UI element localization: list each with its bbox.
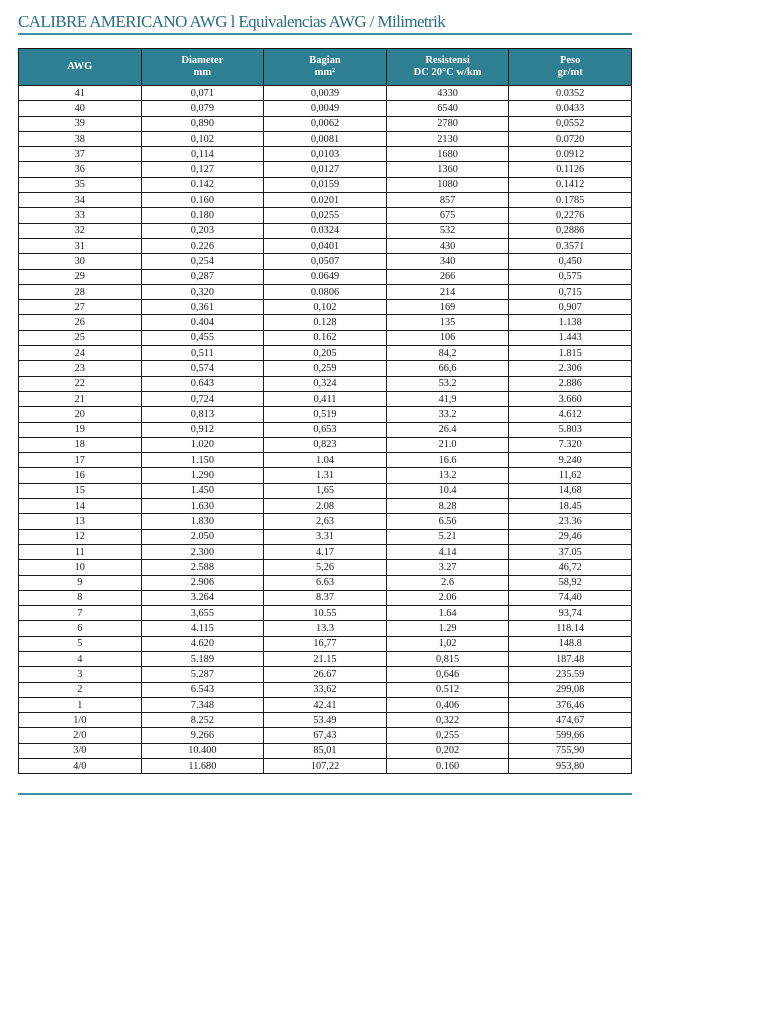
bagian-cell: 0,324	[264, 376, 387, 391]
table-row	[19, 254, 632, 269]
diameter-cell: 6.543	[141, 682, 264, 697]
bagian-cell: 5,26	[264, 560, 387, 575]
peso-cell: 0.1412	[509, 177, 632, 192]
peso-cell: 37.05	[509, 544, 632, 559]
peso-cell: 599,66	[509, 728, 632, 743]
table-row	[19, 284, 632, 299]
bagian-cell: 0,0103	[264, 147, 387, 162]
header-peso: Peso gr/mt	[509, 49, 632, 86]
diameter-cell: 10.400	[141, 743, 264, 758]
awg-cell: 21	[19, 391, 142, 406]
bagian-cell: 3.31	[264, 529, 387, 544]
awg-cell: 40	[19, 101, 142, 116]
table-row	[19, 636, 632, 651]
table-row	[19, 315, 632, 330]
bagian-cell: 53.49	[264, 713, 387, 728]
bagian-cell: 33,62	[264, 682, 387, 697]
bagian-cell: 42.41	[264, 697, 387, 712]
bagian-cell: 0.0649	[264, 269, 387, 284]
awg-cell: 4	[19, 651, 142, 666]
peso-cell: 3.660	[509, 391, 632, 406]
header-diameter: Diameter mm	[141, 49, 264, 86]
resistensi-cell: 2.6	[386, 575, 509, 590]
table-row	[19, 590, 632, 605]
diameter-cell: 0,511	[141, 346, 264, 361]
diameter-cell: 1.630	[141, 499, 264, 514]
awg-cell: 39	[19, 116, 142, 131]
peso-cell: 2.306	[509, 361, 632, 376]
bagian-cell: 67,43	[264, 728, 387, 743]
bagian-cell: 1,65	[264, 483, 387, 498]
bagian-cell: 0.162	[264, 330, 387, 345]
resistensi-cell: 21.0	[386, 437, 509, 452]
diameter-cell: 0.180	[141, 208, 264, 223]
diameter-cell: 0.643	[141, 376, 264, 391]
peso-cell: 474,67	[509, 713, 632, 728]
resistensi-cell: 8.28	[386, 499, 509, 514]
resistensi-cell: 857	[386, 193, 509, 208]
awg-cell: 9	[19, 575, 142, 590]
diameter-cell: 7.348	[141, 697, 264, 712]
resistensi-cell: 1360	[386, 162, 509, 177]
peso-cell: 0,907	[509, 300, 632, 315]
diameter-cell: 0,320	[141, 284, 264, 299]
diameter-cell: 0,102	[141, 131, 264, 146]
table-row	[19, 208, 632, 223]
resistensi-cell: 6.56	[386, 514, 509, 529]
bagian-cell: 13.3	[264, 621, 387, 636]
header-bagian: Bagian mm²	[264, 49, 387, 86]
awg-cell: 23	[19, 361, 142, 376]
bagian-cell: 0,0039	[264, 86, 387, 101]
diameter-cell: 2.588	[141, 560, 264, 575]
table-row	[19, 468, 632, 483]
peso-cell: 0.0433	[509, 101, 632, 116]
peso-cell: 0.3571	[509, 238, 632, 253]
awg-cell: 1/0	[19, 713, 142, 728]
resistensi-cell: 1680	[386, 147, 509, 162]
diameter-cell: 1.830	[141, 514, 264, 529]
header-awg: AWG	[19, 49, 142, 86]
peso-cell: 29,46	[509, 529, 632, 544]
resistensi-cell: 1,02	[386, 636, 509, 651]
diameter-cell: 1.450	[141, 483, 264, 498]
resistensi-cell: 1.29	[386, 621, 509, 636]
resistensi-cell: 106	[386, 330, 509, 345]
awg-equivalence-table	[18, 48, 632, 774]
diameter-cell: 1.020	[141, 437, 264, 452]
table-row	[19, 223, 632, 238]
bagian-cell: 0,411	[264, 391, 387, 406]
diameter-cell: 1.150	[141, 453, 264, 468]
resistensi-cell: 1.64	[386, 606, 509, 621]
resistensi-cell: 430	[386, 238, 509, 253]
peso-cell: 74,40	[509, 590, 632, 605]
peso-cell: 235.59	[509, 667, 632, 682]
awg-cell: 16	[19, 468, 142, 483]
bagian-cell: 0,0159	[264, 177, 387, 192]
peso-cell: 46,72	[509, 560, 632, 575]
diameter-cell: 1.290	[141, 468, 264, 483]
table-row	[19, 330, 632, 345]
resistensi-cell: 16.6	[386, 453, 509, 468]
peso-cell: 1.443	[509, 330, 632, 345]
diameter-cell: 0.160	[141, 193, 264, 208]
awg-cell: 2/0	[19, 728, 142, 743]
peso-cell: 14,68	[509, 483, 632, 498]
peso-cell: 7.320	[509, 437, 632, 452]
peso-cell: 0.1126	[509, 162, 632, 177]
table-row	[19, 529, 632, 544]
resistensi-cell: 0,646	[386, 667, 509, 682]
awg-cell: 19	[19, 422, 142, 437]
bagian-cell: 26.67	[264, 667, 387, 682]
awg-cell: 4/0	[19, 759, 142, 774]
peso-cell: 755,90	[509, 743, 632, 758]
table-row	[19, 407, 632, 422]
bagian-cell: 0,0062	[264, 116, 387, 131]
table-row	[19, 560, 632, 575]
bagian-cell: 0,0507	[264, 254, 387, 269]
resistensi-cell: 41,9	[386, 391, 509, 406]
awg-cell: 13	[19, 514, 142, 529]
awg-cell: 25	[19, 330, 142, 345]
awg-cell: 22	[19, 376, 142, 391]
diameter-cell: 0,361	[141, 300, 264, 315]
diameter-cell: 3,655	[141, 606, 264, 621]
awg-cell: 3	[19, 667, 142, 682]
table-row	[19, 391, 632, 406]
resistensi-cell: 10.4	[386, 483, 509, 498]
awg-cell: 7	[19, 606, 142, 621]
table-row	[19, 437, 632, 452]
bagian-cell: 0.128	[264, 315, 387, 330]
bagian-cell: 0,259	[264, 361, 387, 376]
awg-cell: 14	[19, 499, 142, 514]
bagian-cell: 107,22	[264, 759, 387, 774]
bagian-cell: 0,0127	[264, 162, 387, 177]
diameter-cell: 0.226	[141, 238, 264, 253]
peso-cell: 18.45	[509, 499, 632, 514]
peso-cell: 187.48	[509, 651, 632, 666]
awg-cell: 33	[19, 208, 142, 223]
page-title: CALIBRE AMERICANO AWG l Equivalencias AWG / Milimetrik	[18, 12, 446, 31]
table-row	[19, 667, 632, 682]
table-row	[19, 743, 632, 758]
bagian-cell: 6.63	[264, 575, 387, 590]
bagian-cell: 0,823	[264, 437, 387, 452]
table-row	[19, 101, 632, 116]
awg-cell: 38	[19, 131, 142, 146]
resistensi-cell: 0,406	[386, 697, 509, 712]
diameter-cell: 0.142	[141, 177, 264, 192]
resistensi-cell: 169	[386, 300, 509, 315]
diameter-cell: 5.287	[141, 667, 264, 682]
diameter-cell: 2.300	[141, 544, 264, 559]
peso-cell: 0,0552	[509, 116, 632, 131]
diameter-cell: 3.264	[141, 590, 264, 605]
table-row	[19, 514, 632, 529]
diameter-cell: 0,455	[141, 330, 264, 345]
table-row	[19, 575, 632, 590]
awg-cell: 1	[19, 697, 142, 712]
table-row	[19, 606, 632, 621]
resistensi-cell: 26.4	[386, 422, 509, 437]
table-row	[19, 193, 632, 208]
diameter-cell: 2.050	[141, 529, 264, 544]
diameter-cell: 5.189	[141, 651, 264, 666]
resistensi-cell: 2.06	[386, 590, 509, 605]
resistensi-cell: 266	[386, 269, 509, 284]
resistensi-cell: 4.14	[386, 544, 509, 559]
bagian-cell: 1.31	[264, 468, 387, 483]
table-row	[19, 238, 632, 253]
awg-cell: 24	[19, 346, 142, 361]
table-row	[19, 376, 632, 391]
diameter-cell: 0,079	[141, 101, 264, 116]
bagian-cell: 10.55	[264, 606, 387, 621]
table-row	[19, 759, 632, 774]
table-row	[19, 422, 632, 437]
table-row	[19, 269, 632, 284]
header-resistensi: Resistensi DC 20°C w/km	[386, 49, 509, 86]
diameter-cell: 0.404	[141, 315, 264, 330]
resistensi-cell: 2780	[386, 116, 509, 131]
bottom-divider	[18, 793, 632, 795]
peso-cell: 0,2886	[509, 223, 632, 238]
diameter-cell: 0,287	[141, 269, 264, 284]
diameter-cell: 4.115	[141, 621, 264, 636]
peso-cell: 0.1785	[509, 193, 632, 208]
resistensi-cell: 135	[386, 315, 509, 330]
table-row	[19, 147, 632, 162]
peso-cell: 11,62	[509, 468, 632, 483]
diameter-cell: 0,813	[141, 407, 264, 422]
bagian-cell: 0,205	[264, 346, 387, 361]
diameter-cell: 0,912	[141, 422, 264, 437]
peso-cell: 118.14	[509, 621, 632, 636]
resistensi-cell: 33.2	[386, 407, 509, 422]
awg-cell: 8	[19, 590, 142, 605]
resistensi-cell: 13.2	[386, 468, 509, 483]
resistensi-cell: 675	[386, 208, 509, 223]
diameter-cell: 4.620	[141, 636, 264, 651]
resistensi-cell: 0.512	[386, 682, 509, 697]
resistensi-cell: 0,815	[386, 651, 509, 666]
table-row	[19, 544, 632, 559]
diameter-cell: 8.252	[141, 713, 264, 728]
table-row	[19, 361, 632, 376]
table-row	[19, 728, 632, 743]
awg-cell: 6	[19, 621, 142, 636]
awg-cell: 17	[19, 453, 142, 468]
resistensi-cell: 0.160	[386, 759, 509, 774]
peso-cell: 58,92	[509, 575, 632, 590]
peso-cell: 0.0912	[509, 147, 632, 162]
bagian-cell: 16,77	[264, 636, 387, 651]
bagian-cell: 0,0049	[264, 101, 387, 116]
peso-cell: 148.8	[509, 636, 632, 651]
table-row	[19, 131, 632, 146]
awg-cell: 18	[19, 437, 142, 452]
diameter-cell: 0,127	[141, 162, 264, 177]
table-row	[19, 346, 632, 361]
diameter-cell: 0,890	[141, 116, 264, 131]
table-row	[19, 621, 632, 636]
awg-cell: 41	[19, 86, 142, 101]
awg-cell: 27	[19, 300, 142, 315]
table-row	[19, 86, 632, 101]
bagian-cell: 0,102	[264, 300, 387, 315]
peso-cell: 2.886	[509, 376, 632, 391]
resistensi-cell: 3.27	[386, 560, 509, 575]
peso-cell: 0.0352	[509, 86, 632, 101]
peso-cell: 0,2276	[509, 208, 632, 223]
resistensi-cell: 0,322	[386, 713, 509, 728]
bagian-cell: 0,0255	[264, 208, 387, 223]
peso-cell: 299,08	[509, 682, 632, 697]
bagian-cell: 0.0201	[264, 193, 387, 208]
table-row	[19, 651, 632, 666]
diameter-cell: 0,254	[141, 254, 264, 269]
bagian-cell: 8.37	[264, 590, 387, 605]
awg-cell: 2	[19, 682, 142, 697]
table-row	[19, 162, 632, 177]
peso-cell: 9.240	[509, 453, 632, 468]
peso-cell: 0,715	[509, 284, 632, 299]
peso-cell: 0.0720	[509, 131, 632, 146]
bagian-cell: 0.0324	[264, 223, 387, 238]
table-row	[19, 499, 632, 514]
resistensi-cell: 53.2	[386, 376, 509, 391]
awg-cell: 20	[19, 407, 142, 422]
resistensi-cell: 340	[386, 254, 509, 269]
peso-cell: 0,450	[509, 254, 632, 269]
resistensi-cell: 0,202	[386, 743, 509, 758]
resistensi-cell: 214	[386, 284, 509, 299]
table-row	[19, 453, 632, 468]
bagian-cell: 0,519	[264, 407, 387, 422]
bagian-cell: 0,0401	[264, 238, 387, 253]
resistensi-cell: 0,255	[386, 728, 509, 743]
bagian-cell: 21.15	[264, 651, 387, 666]
awg-cell: 5	[19, 636, 142, 651]
peso-cell: 1.815	[509, 346, 632, 361]
table-row	[19, 483, 632, 498]
awg-cell: 32	[19, 223, 142, 238]
peso-cell: 376,46	[509, 697, 632, 712]
diameter-cell: 2.906	[141, 575, 264, 590]
table-row	[19, 697, 632, 712]
peso-cell: 953,80	[509, 759, 632, 774]
resistensi-cell: 66,6	[386, 361, 509, 376]
awg-cell: 10	[19, 560, 142, 575]
table-row	[19, 116, 632, 131]
diameter-cell: 11.680	[141, 759, 264, 774]
table-row	[19, 682, 632, 697]
diameter-cell: 0,574	[141, 361, 264, 376]
resistensi-cell: 5.21	[386, 529, 509, 544]
resistensi-cell: 4330	[386, 86, 509, 101]
diameter-cell: 0,071	[141, 86, 264, 101]
diameter-cell: 9.266	[141, 728, 264, 743]
awg-cell: 35	[19, 177, 142, 192]
table-row	[19, 300, 632, 315]
bagian-cell: 2.08	[264, 499, 387, 514]
resistensi-cell: 2130	[386, 131, 509, 146]
table-row	[19, 177, 632, 192]
awg-cell: 15	[19, 483, 142, 498]
awg-cell: 12	[19, 529, 142, 544]
awg-cell: 26	[19, 315, 142, 330]
bagian-cell: 4.17	[264, 544, 387, 559]
resistensi-cell: 84,2	[386, 346, 509, 361]
awg-cell: 31	[19, 238, 142, 253]
resistensi-cell: 532	[386, 223, 509, 238]
awg-cell: 34	[19, 193, 142, 208]
peso-cell: 4.612	[509, 407, 632, 422]
bagian-cell: 0,0081	[264, 131, 387, 146]
diameter-cell: 0,114	[141, 147, 264, 162]
resistensi-cell: 1080	[386, 177, 509, 192]
bagian-cell: 1.04	[264, 453, 387, 468]
bagian-cell: 0.0806	[264, 284, 387, 299]
awg-cell: 11	[19, 544, 142, 559]
bagian-cell: 0,653	[264, 422, 387, 437]
diameter-cell: 0,724	[141, 391, 264, 406]
table-row	[19, 713, 632, 728]
awg-cell: 29	[19, 269, 142, 284]
bagian-cell: 2,63	[264, 514, 387, 529]
awg-cell: 36	[19, 162, 142, 177]
peso-cell: 5.803	[509, 422, 632, 437]
awg-cell: 3/0	[19, 743, 142, 758]
peso-cell: 93,74	[509, 606, 632, 621]
awg-cell: 28	[19, 284, 142, 299]
title-divider	[18, 33, 632, 35]
table-header-row	[19, 49, 632, 86]
awg-cell: 30	[19, 254, 142, 269]
bagian-cell: 85,01	[264, 743, 387, 758]
table-body	[19, 86, 632, 774]
awg-cell: 37	[19, 147, 142, 162]
resistensi-cell: 6540	[386, 101, 509, 116]
peso-cell: 1.138	[509, 315, 632, 330]
peso-cell: 0,575	[509, 269, 632, 284]
diameter-cell: 0,203	[141, 223, 264, 238]
peso-cell: 23.36	[509, 514, 632, 529]
